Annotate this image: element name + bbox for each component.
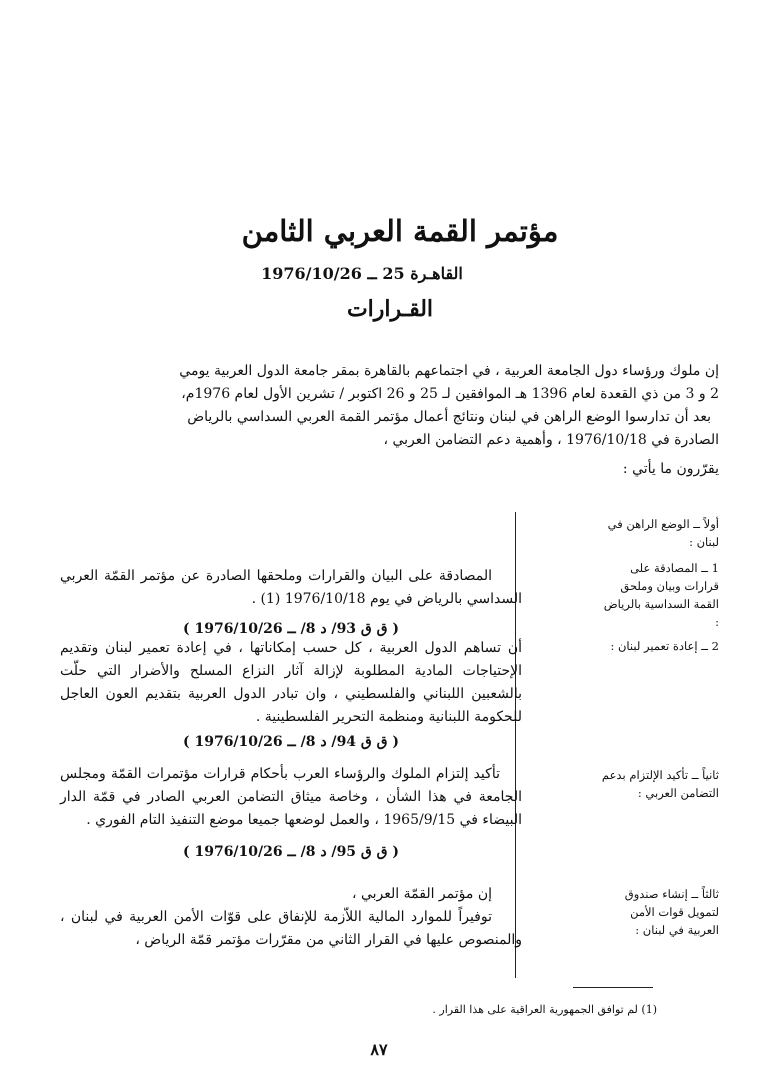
footnote: (1) لم توافق الجمهورية العراقية على هذا القرار . [432,1003,657,1016]
decision-reference: ( ق ق 93/ د 8/ ــ 1976/10/26 ) [182,621,400,637]
decision-body [60,637,522,754]
intro-line: بعد أن تدارسوا الوضع الراهن في لبنان ونتائج أعمال مؤتمر القمة العربي السداسي بالرياض [187,409,711,425]
intro-line: 2 و 3 من ذي القعدة لعام 1396 هـ الموافقين لـ 25 و 26 اكتوبر / تشرين الأول لعام 1976م، [181,386,719,402]
side-heading: 1 ــ المصادقة على قرارات وبيان وملحق القمة السداسية بالرياض : [603,561,719,629]
decision-text: أن تساهم الدول العربية ، كل حسب إمكاناتها ، في إعادة تعمير لبنان وتقديم الإحتياجات المادية المطلوبة لإزالة آثار النزاع المسلح والأضرار التي حلّت بالشعبين اللبناني والفلسطيني ، وان تبادر الدول العربية بتقديم العون العاجل للحكومة اللبنانية ومنظمة التحرير الفلسطينية . [60,640,522,725]
document-title: مؤتمر القمة العربي الثامن [241,214,559,248]
page-number: ٨٧ [370,1040,388,1059]
decision-reference: ( ق ق 95/ د 8/ ــ 1976/10/26 ) [182,844,400,860]
decision-body [60,565,522,641]
intro-paragraph [54,360,719,481]
decision-text: توفيراً للموارد المالية اللاّزمة للإنفاق على قوّات الأمن العربية في لبنان ، والمنصوص عليها في القرار الثاني من مقرّرات مؤتمر قمّة الرياض ، [60,909,522,948]
decision-body [60,763,522,864]
side-heading: أولاً ــ الوضع الراهن في لبنان : [607,517,719,549]
footnote-rule [573,987,653,988]
side-heading: 2 ــ إعادة تعمير لبنان : [610,639,719,653]
decision-reference: ( ق ق 94/ د 8/ ــ 1976/10/26 ) [182,734,400,750]
decision-text: المصادقة على البيان والقرارات وملحقها الصادرة عن مؤتمر القمّة العربي السداسي بالرياض في يوم 1976/10/18 (1) . [60,568,522,607]
decision-text: تأكيد إلتزام الملوك والرؤساء العرب بأحكام قرارات مؤتمرات القمّة ومجلس الجامعة في هذا الشأن ، وخاصة ميثاق التضامن العربي الصادر في قمّة الدار البيضاء في 1965/9/15 ، والعمل لوضعها جميعا موضع التنفيذ التام الفوري . [60,766,522,828]
side-heading: ثالثاً ــ إنشاء صندوق لتمويل قوات الأمن العربية في لبنان : [624,887,719,937]
decision-body [60,883,522,952]
intro-line: إن ملوك ورؤساء دول الجامعة العربية ، في اجتماعهم بالقاهرة بمقر جامعة الدول العربية يومي [179,363,719,379]
intro-line: يقرّرون ما يأتي : [622,461,719,477]
side-heading: ثانياً ــ تأكيد الإلتزام بدعم التضامن العربي : [601,768,719,800]
decision-text: إن مؤتمر القمّة العربي ، [352,886,492,902]
section-heading: القـرارات [346,296,434,322]
document-subtitle: القاهـرة 25 ــ 1976/10/26 [261,264,463,283]
intro-line: الصادرة في 1976/10/18 ، وأهمية دعم التضامن العربي ، [383,432,719,448]
